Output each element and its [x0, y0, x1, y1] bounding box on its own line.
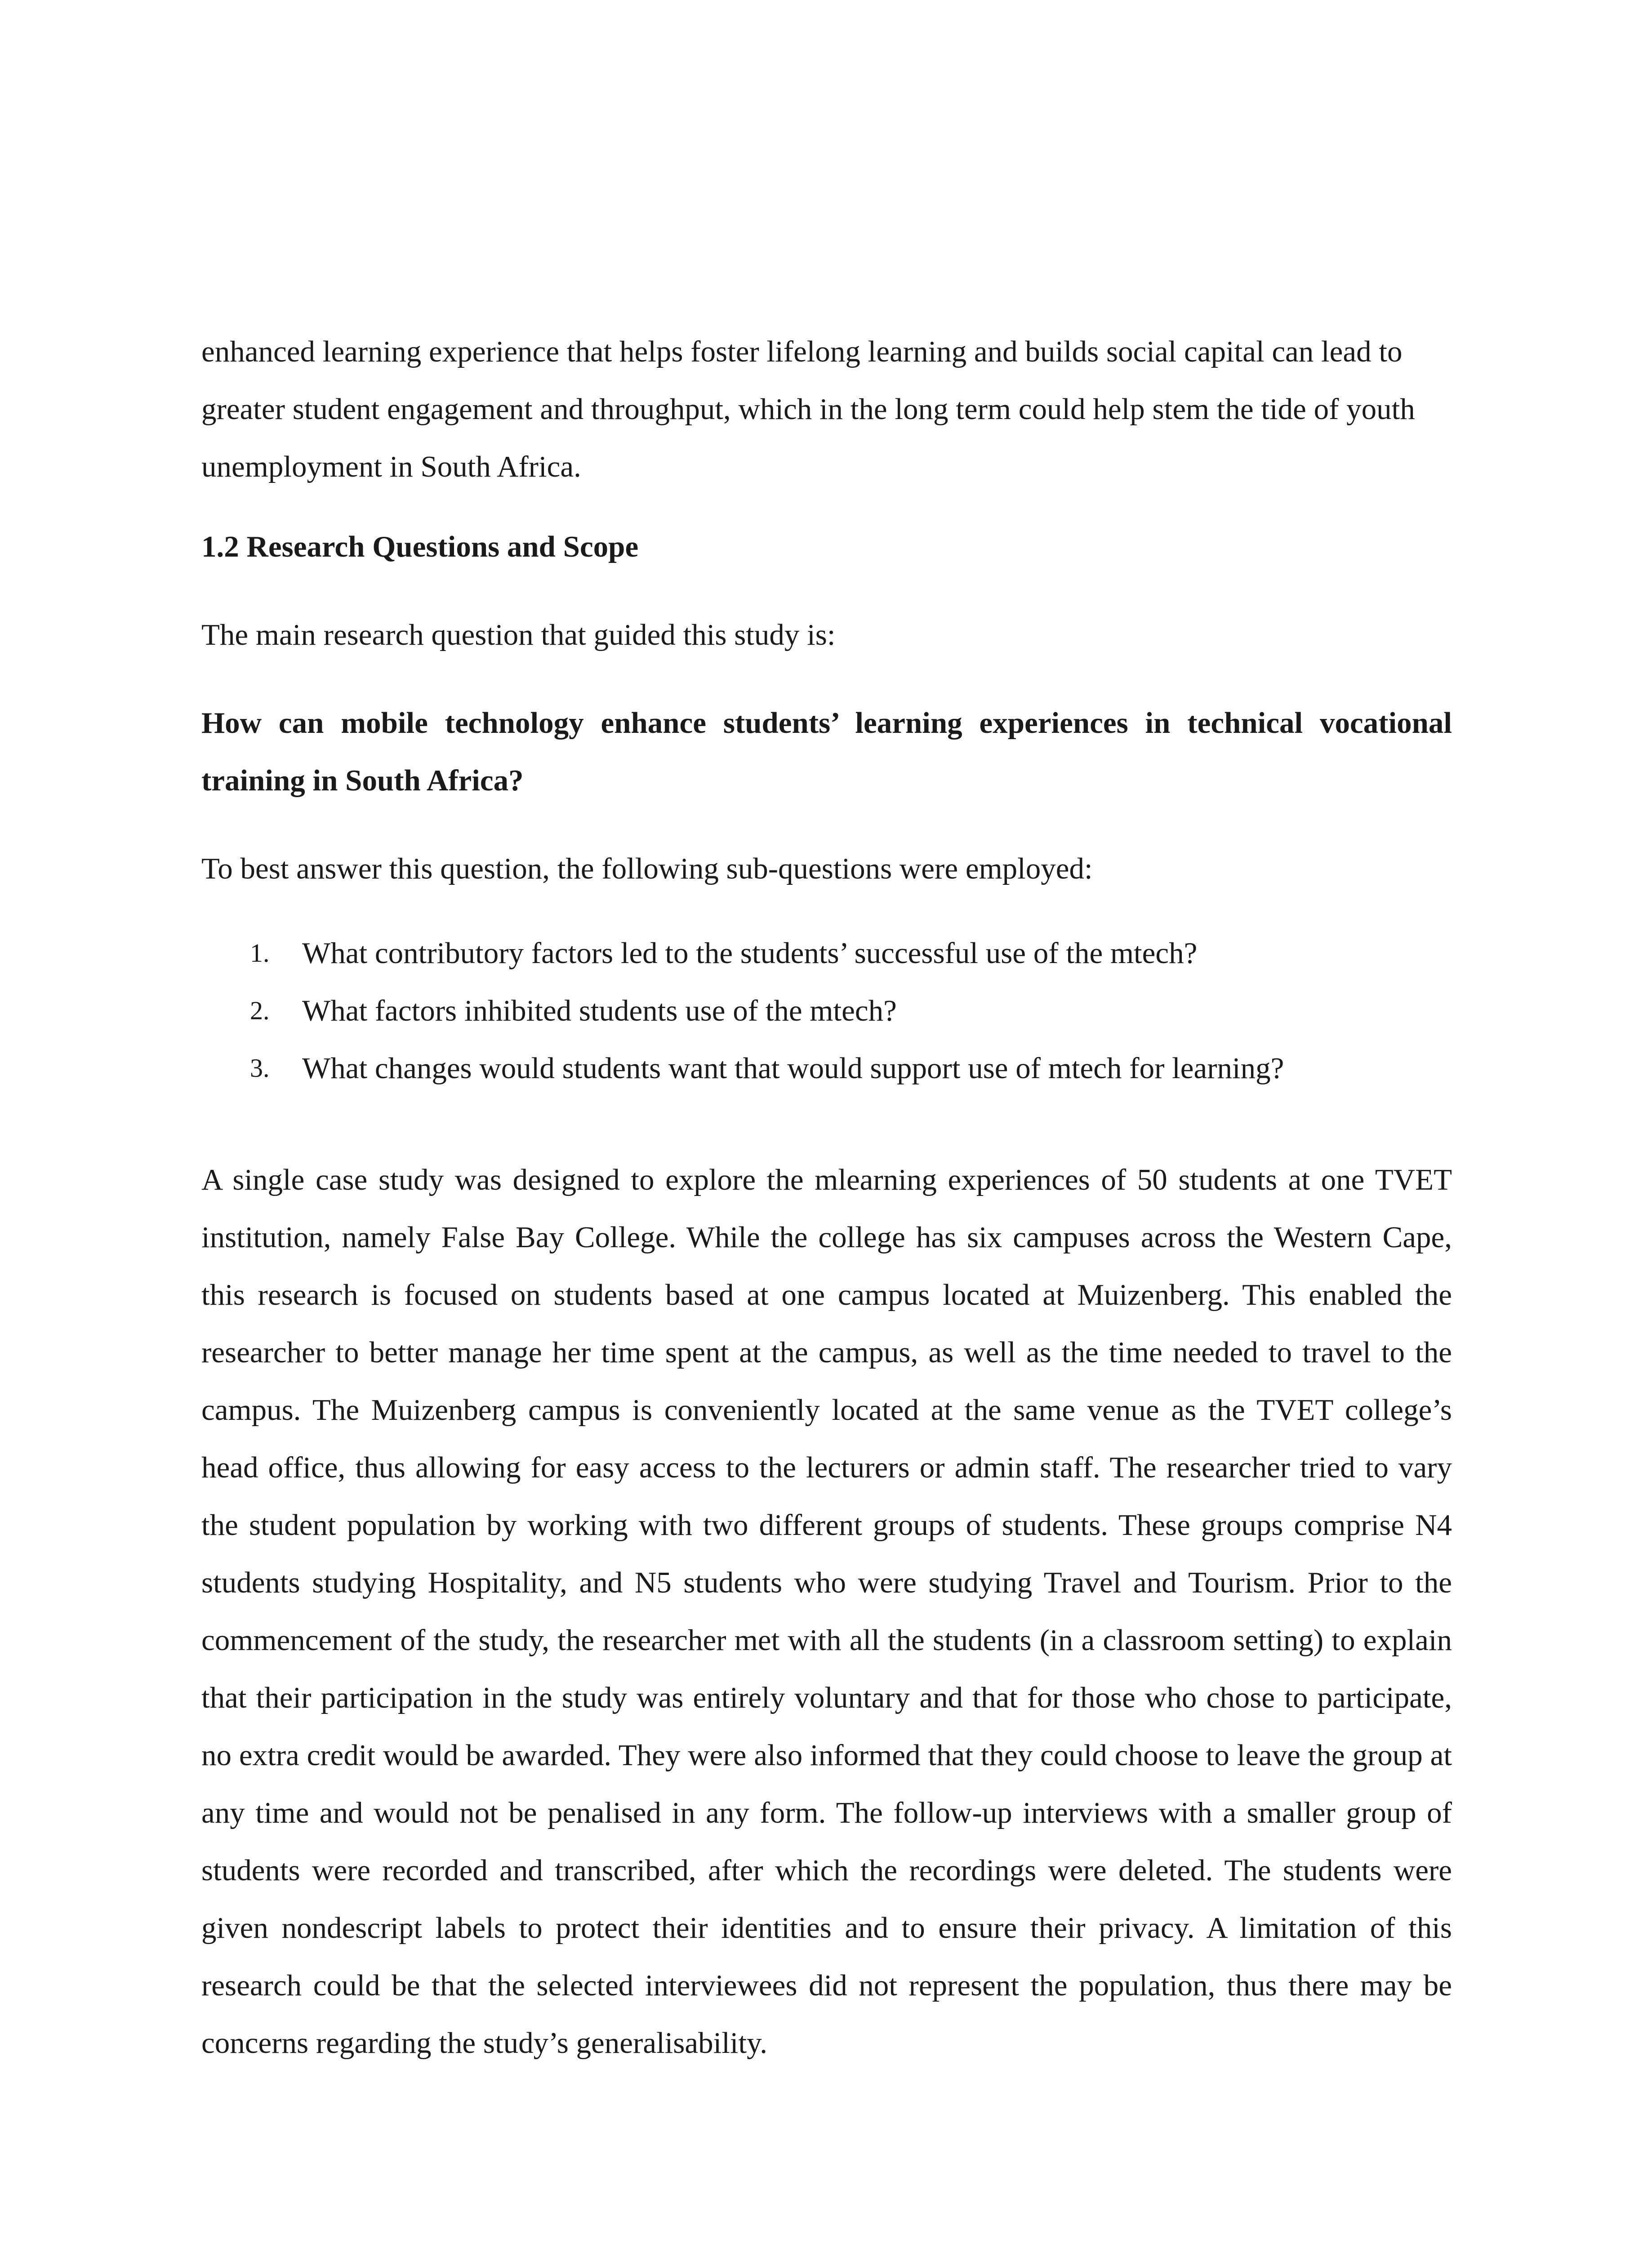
sub-questions-intro: To best answer this question, the following sub-questions were employed: [201, 852, 1093, 885]
main-research-question: How can mobile technology enhance students’ learning experiences in technical vocational training in South Africa? [201, 706, 1452, 797]
list-item-number: 3. [250, 1053, 270, 1083]
lead-sentence: The main research question that guided this study is: [201, 618, 836, 651]
list-item-number: 2. [250, 996, 270, 1025]
list-item-text: What contributory factors led to the students’ successful use of the mtech? [302, 937, 1198, 970]
list-item [201, 982, 1452, 1039]
list-item [201, 1039, 1452, 1097]
section-heading: 1.2 Research Questions and Scope [201, 530, 639, 563]
list-item-text: What changes would students want that would support use of mtech for learning? [302, 1052, 1284, 1085]
list-item-text: What factors inhibited students use of the mtech? [302, 994, 897, 1027]
page-content [201, 323, 1452, 2072]
list-item [201, 924, 1452, 982]
list-item-number: 1. [250, 938, 270, 968]
case-study-paragraph: A single case study was designed to explore the mlearning experiences of 50 students at one TVET institution, namely False Bay College. While the college has six campuses across the Western Cape, this research is focused on students based at one campus located at Muizenberg. This enabled the researcher to better manage her time spent at the campus, as well as the time needed to travel to the campus. The Muizenberg campus is conveniently located at the same venue as the TVET college’s head office, thus allowing for easy access to the lecturers or admin staff. The researcher tried to vary the student population by working with two different groups of students. These groups comprise N4 students studying Hospitality, and N5 students who were studying Travel and Tourism. Prior to the commencement of the study, the researcher met with all the students (in a classroom setting) to explain that their participation in the study was entirely voluntary and that for those who chose to participate, no extra credit would be awarded. They were also informed that they could choose to leave the group at any time and would not be penalised in any form. The follow-up interviews with a smaller group of students were recorded and transcribed, after which the recordings were deleted. The students were given nondescript labels to protect their identities and to ensure their privacy. A limitation of this research could be that the selected interviewees did not represent the population, thus there may be concerns regarding the study’s generalisability. [201, 1163, 1452, 2060]
sub-questions-list [201, 924, 1452, 1097]
intro-paragraph: enhanced learning experience that helps foster lifelong learning and builds social capital can lead to greater student engagement and throughput, which in the long term could help stem the tide of youth unemployment in South Africa. [201, 335, 1415, 483]
